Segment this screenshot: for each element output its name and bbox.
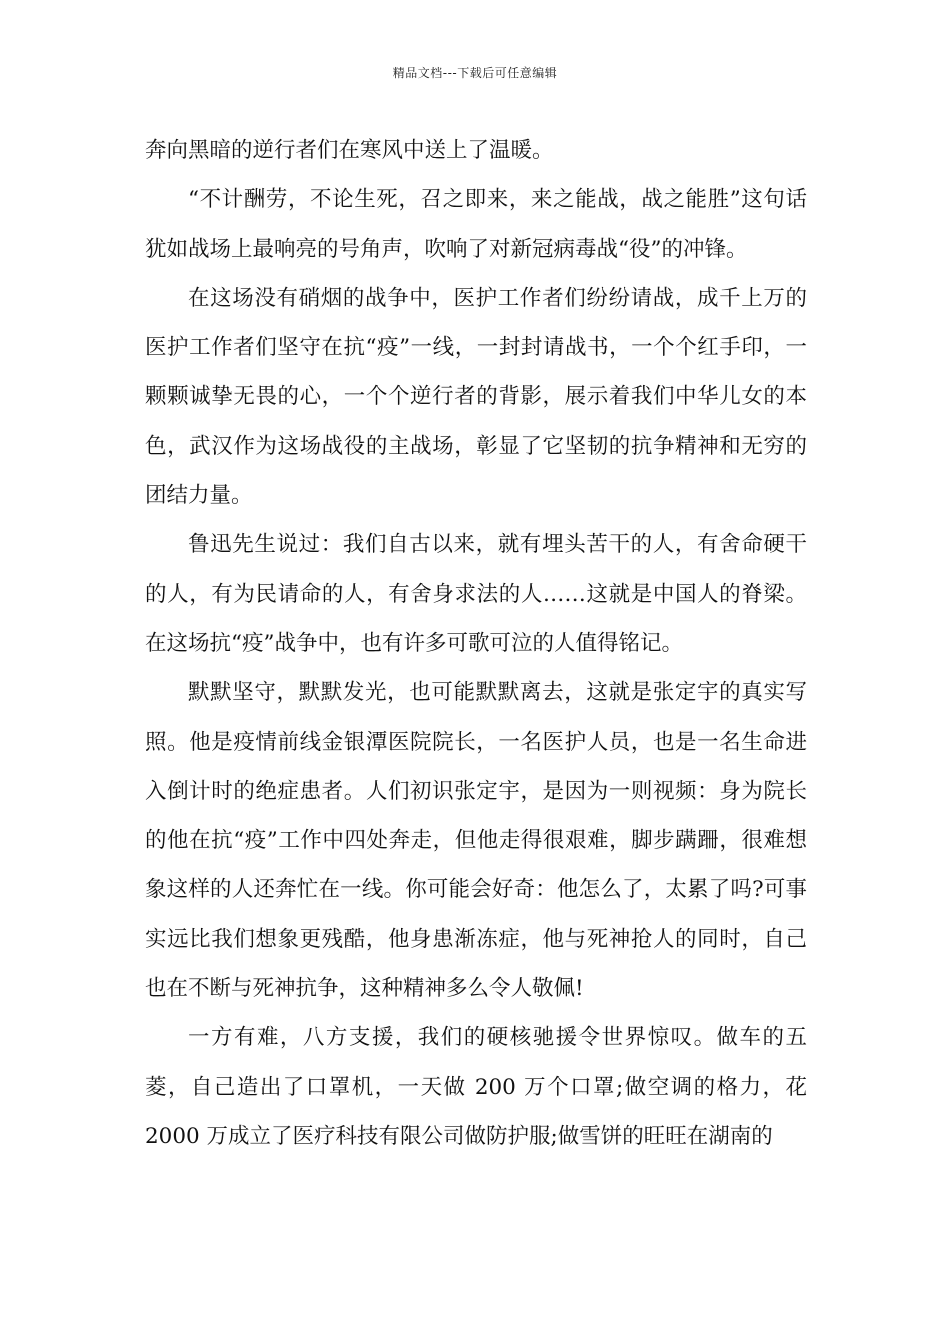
page-header: 精品文档---下载后可任意编辑: [392, 66, 558, 80]
paragraph-3: 在这场没有硝烟的战争中，医护工作者们纷纷请战，成千上万的医护工作者们坚守在抗“疫”一线，一封封请战书，一个个红手印，一颗颗诚挚无畏的心，一个个逆行者的背影，展示着我们中华儿女的本色，武汉作为这场战役的主战场，彰显了它坚韧的抗争精神和无穷的团结力量。: [145, 285, 807, 509]
paragraph-5: 默默坚守，默默发光，也可能默默离去，这就是张定宇的真实写照。他是疫情前线金银潭医院院长，一名医护人员，也是一名生命进入倒计时的绝症患者。人们初识张定宇，是因为一则视频：身为院长的他在抗“疫”工作中四处奔走，但他走得很艰难，脚步蹒跚，很难想象这样的人还奔忙在一线。你可能会好奇：他怎么了，太累了吗?可事实远比我们想象更残酷，他身患渐冻症，他与死神抢人的同时，自己也在不断与死神抗争，这种精神多么令人敬佩!: [145, 680, 807, 1002]
paragraph-4: 鲁迅先生说过：我们自古以来，就有埋头苦干的人，有舍命硬干的人，有为民请命的人，有舍身求法的人……这就是中国人的脊梁。在这场抗“疫”战争中，也有许多可歌可泣的人值得铭记。: [145, 532, 807, 656]
paragraph-1: 奔向黑暗的逆行者们在寒风中送上了温暖。: [145, 138, 554, 163]
document-body: [145, 126, 807, 1161]
paragraph-6: 一方有难，八方支援，我们的硬核驰援令世界惊叹。做车的五菱，自己造出了口罩机，一天做 200 万个口罩;做空调的格力，花2000 万成立了医疗科技有限公司做防护服;做雪饼的旺旺在湖南的: [145, 1025, 807, 1149]
paragraph-2: “不计酬劳，不论生死，召之即来，来之能战，战之能胜”这句话犹如战场上最响亮的号角声，吹响了对新冠病毒战“役”的冲锋。: [145, 187, 807, 262]
